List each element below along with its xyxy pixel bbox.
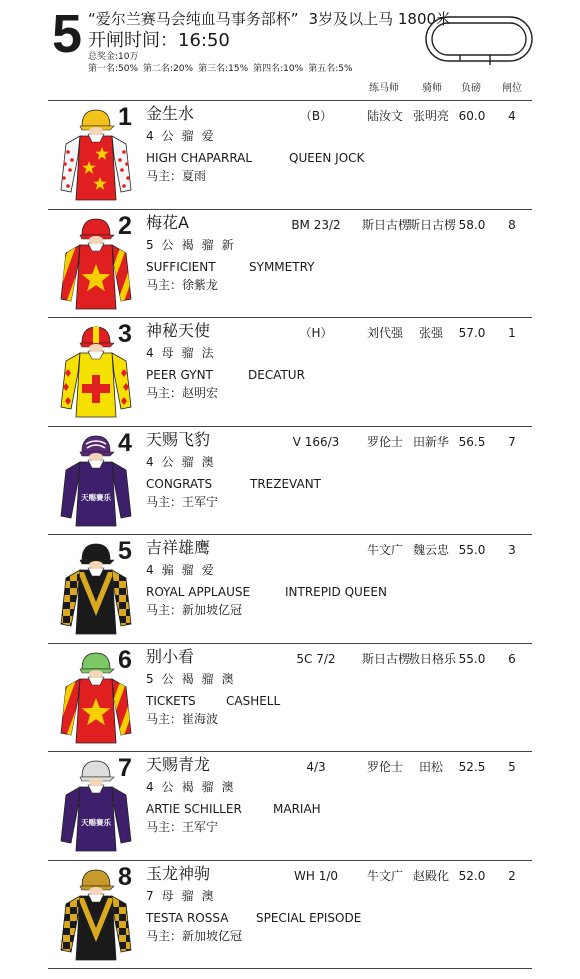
- place-share: 第二名:20%: [143, 64, 194, 74]
- jockey-name: 赵殿化: [412, 868, 449, 883]
- sire-name: CONGRATS: [146, 476, 213, 491]
- gear-rating: （B）: [299, 109, 333, 123]
- draw-number: 4: [508, 109, 516, 123]
- silk-cap: [82, 653, 110, 669]
- carried-weight: 57.0: [458, 326, 486, 340]
- runner-entry: [0, 643, 580, 751]
- dam-name: INTREPID QUEEN: [285, 585, 387, 599]
- jockey-name: 敖日格乐: [408, 651, 457, 666]
- silk-detail: [133, 616, 136, 623]
- silk-detail: [63, 928, 70, 935]
- horse-details: 7母骝澳: [146, 888, 222, 903]
- draw-number: 1: [508, 326, 516, 340]
- runner-entry: [0, 209, 580, 317]
- runner-number: 6: [118, 645, 132, 674]
- runner-number: 3: [118, 320, 132, 348]
- runner-entry: [0, 751, 580, 859]
- owner-name: 马主：赵明宏: [146, 386, 219, 400]
- race-conditions: 3岁及以上马 1800米: [308, 10, 452, 28]
- sire-name: TICKETS: [146, 693, 196, 708]
- silk-detail: [122, 150, 126, 154]
- jockey-name: 斯日古楞: [408, 217, 457, 232]
- place-share: 第三名:15%: [198, 64, 249, 74]
- sire-name: ARTIE SCHILLER: [146, 802, 242, 816]
- draw-number: 7: [508, 434, 516, 449]
- silk-detail: [89, 670, 103, 678]
- silk-detail: 天赐賽乐: [81, 492, 111, 502]
- horse-name: 吉祥雄鹰: [146, 538, 211, 557]
- gear-rating: V 166/3: [292, 434, 340, 449]
- silk-detail: [126, 921, 133, 928]
- silk-body: [76, 136, 116, 200]
- silk-detail: [118, 158, 122, 162]
- col-jockey: 骑师: [422, 83, 442, 94]
- silk-detail: [119, 574, 126, 581]
- silk-detail: [89, 778, 103, 786]
- place-share: 第一名:50%: [88, 64, 139, 74]
- horse-details: 4骟骝爱: [146, 563, 222, 577]
- silk-detail: [133, 900, 136, 907]
- silk-detail: 天赐賽乐: [81, 818, 111, 827]
- horse-name: 金生水: [146, 104, 195, 123]
- silk-cap: [82, 761, 110, 777]
- sire-name: PEER GYNT: [146, 368, 213, 382]
- silk-detail: [119, 928, 126, 935]
- silk-detail: [133, 900, 136, 907]
- horse-details: 4母骝法: [146, 346, 222, 360]
- gear-rating: 4/3: [306, 760, 326, 774]
- silk-detail: [133, 928, 136, 935]
- col-trainer: 练马师: [369, 83, 399, 94]
- silk-detail: [126, 595, 133, 602]
- silk-detail: [56, 921, 63, 928]
- trainer-name: 斯日古楞: [362, 217, 411, 232]
- silk-detail: [119, 914, 126, 921]
- silk-detail: [89, 453, 103, 461]
- owner-name: 马主：徐紫龙: [146, 277, 219, 292]
- jockey-name: 田松: [418, 760, 443, 774]
- silk-detail: [133, 942, 136, 949]
- silk-detail: [126, 623, 133, 630]
- trainer-name: 陆汝文: [366, 109, 403, 123]
- race-header: [0, 0, 580, 100]
- owner-name: 马主：崔海波: [146, 711, 219, 726]
- sire-name: ROYAL APPLAUSE: [146, 585, 251, 599]
- dam-name: CASHELL: [226, 693, 281, 708]
- silk-detail: [126, 176, 130, 180]
- silk-detail: [133, 914, 136, 921]
- gear-rating: （H）: [299, 326, 333, 340]
- runner-number: 1: [118, 103, 132, 131]
- silk-detail: [89, 887, 103, 895]
- race-name: “爱尔兰赛马会纯血马事务部杯”: [88, 10, 299, 28]
- silk-detail: [63, 616, 70, 623]
- dam-name: TREZEVANT: [250, 476, 322, 491]
- gear-rating: 5C 7/2: [296, 651, 336, 666]
- carried-weight: 55.0: [458, 651, 486, 666]
- prize-distribution: [88, 64, 358, 75]
- silk-detail: [70, 907, 77, 914]
- horse-name: 梅花A: [146, 212, 189, 232]
- dam-name: DECATUR: [248, 368, 305, 382]
- race-number: 5: [52, 4, 83, 64]
- silk-detail: [89, 236, 103, 244]
- silk-detail: [62, 176, 66, 180]
- silk-cap: [82, 870, 110, 886]
- silk-detail: [68, 168, 72, 172]
- trainer-name: 罗伦士: [366, 434, 403, 449]
- silk-detail: [133, 914, 136, 921]
- owner-name: 马主：新加坡亿冠: [146, 928, 243, 943]
- runner-number: 2: [118, 211, 132, 240]
- owner-name: 马主：夏雨: [146, 169, 207, 183]
- jockey-name: 田新华: [412, 434, 449, 449]
- carried-weight: 52.0: [458, 868, 486, 883]
- sire-name: HIGH CHAPARRAL: [146, 151, 253, 165]
- silk-detail: [133, 942, 136, 949]
- start-time: 开闸时间：16:50: [88, 30, 230, 51]
- silk-detail: [133, 616, 136, 623]
- track-diagram: [424, 14, 536, 66]
- horse-name: 别小看: [146, 646, 195, 666]
- trainer-name: 刘代强: [366, 326, 403, 340]
- silk-detail: [133, 602, 136, 609]
- silk-detail: [66, 184, 70, 188]
- horse-name: 天赐飞豹: [146, 429, 211, 449]
- trainer-name: 牛文广: [366, 868, 403, 883]
- silk-detail: [133, 574, 136, 581]
- gear-rating: WH 1/0: [293, 868, 338, 883]
- silk-detail: [126, 949, 133, 956]
- draw-number: 6: [508, 651, 516, 666]
- sire-name: TESTA ROSSA: [146, 910, 229, 925]
- silk-detail: [56, 907, 63, 914]
- silk-detail: [66, 150, 70, 154]
- draw-number: 2: [508, 868, 516, 883]
- silk-detail: [89, 344, 103, 352]
- race-title: [88, 10, 451, 28]
- dam-name: QUEEN JOCK: [289, 151, 365, 165]
- horse-name: 神秘天使: [146, 321, 211, 340]
- silk-detail: [122, 184, 126, 188]
- owner-name: 马主：王军宁: [146, 820, 219, 834]
- place-share: 第五名:5%: [308, 64, 353, 74]
- horse-details: 4公骝爱: [146, 129, 222, 143]
- draw-number: 8: [508, 217, 516, 232]
- owner-name: 马主：王军宁: [146, 494, 219, 509]
- silk-detail: [56, 949, 63, 956]
- silk-detail: [119, 900, 126, 907]
- horse-name: 玉龙神驹: [146, 863, 211, 883]
- jockey-name: 张明亮: [412, 109, 449, 123]
- silk-detail: [82, 384, 110, 393]
- horse-details: 4公骝澳: [146, 454, 222, 469]
- runner-entry: [0, 317, 580, 425]
- silk-detail: [70, 158, 74, 162]
- col-draw: 闸位: [502, 83, 522, 94]
- jockey-name: 魏云忠: [412, 543, 449, 557]
- col-weight: 负磅: [461, 83, 481, 94]
- silk-detail: [133, 588, 136, 595]
- trainer-name: 罗伦士: [366, 760, 403, 774]
- silk-detail: [56, 921, 63, 928]
- silk-detail: [56, 595, 63, 602]
- horse-details: 5公褐骝澳: [146, 671, 242, 686]
- silk-cap: [82, 110, 110, 126]
- jockey-name: 张强: [418, 326, 443, 340]
- gear-rating: BM 23/2: [291, 217, 341, 232]
- dam-name: MARIAH: [273, 802, 321, 816]
- silk-detail: [133, 588, 136, 595]
- runner-number: 5: [118, 537, 132, 565]
- silk-detail: [89, 561, 103, 569]
- draw-number: 3: [508, 543, 516, 557]
- sire-name: SUFFICIENT: [146, 259, 216, 274]
- silk-detail: [89, 127, 103, 135]
- owner-name: 马主：新加坡亿冠: [146, 603, 243, 617]
- trainer-name: 牛文广: [366, 543, 403, 557]
- silk-detail: [125, 162, 129, 166]
- carried-weight: 58.0: [458, 217, 486, 232]
- silk-detail: [63, 162, 67, 166]
- silk-detail: [133, 928, 136, 935]
- silk-cap: [82, 544, 110, 560]
- runner-entry: [0, 534, 580, 642]
- horse-details: 5公褐骝新: [146, 237, 242, 252]
- silk-detail: [70, 581, 77, 588]
- runner-entry: [0, 100, 580, 208]
- place-share: 第四名:10%: [253, 64, 304, 74]
- carried-weight: 52.5: [458, 760, 486, 774]
- silk-detail: [56, 907, 63, 914]
- silk-cap: [82, 219, 110, 235]
- runner-number: 4: [118, 428, 132, 457]
- runner-number: 8: [118, 862, 132, 891]
- runner-entry: [0, 860, 580, 968]
- silk-detail: [56, 595, 63, 602]
- silk-detail: [56, 581, 63, 588]
- total-prize: 总奖金:10万: [88, 52, 139, 62]
- dam-name: SYMMETRY: [249, 259, 315, 274]
- trainer-name: 斯日古楞: [362, 651, 411, 666]
- horse-details: 4公褐骝澳: [146, 780, 242, 794]
- runner-entry: [0, 426, 580, 534]
- carried-weight: 60.0: [458, 109, 486, 123]
- silk-detail: [63, 942, 70, 949]
- carried-weight: 56.5: [458, 434, 486, 449]
- silk-detail: [119, 588, 126, 595]
- draw-number: 5: [508, 760, 516, 774]
- silk-detail: [56, 623, 63, 630]
- silk-detail: [133, 574, 136, 581]
- silk-detail: [119, 602, 126, 609]
- silk-detail: [56, 581, 63, 588]
- runner-number: 7: [118, 754, 132, 782]
- silk-detail: [120, 168, 124, 172]
- silk-detail: [133, 602, 136, 609]
- dam-name: SPECIAL EPISODE: [256, 910, 362, 925]
- row-divider: [48, 968, 532, 969]
- horse-name: 天赐青龙: [146, 755, 211, 774]
- carried-weight: 55.0: [458, 543, 486, 557]
- silk-detail: [63, 602, 70, 609]
